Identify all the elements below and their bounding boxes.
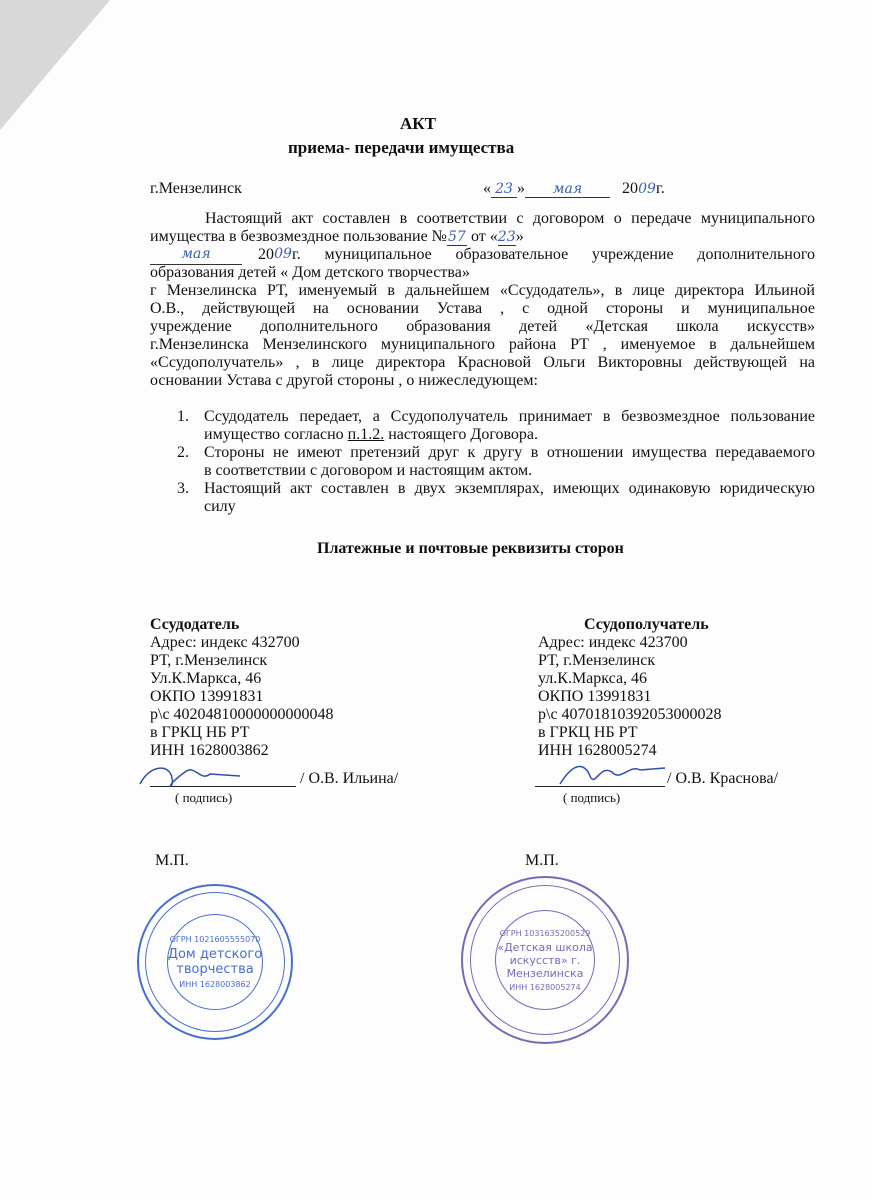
item-text: Ссудодатель передает, а Ссудополучатель принимает в безвозмездное пользование: [204, 408, 815, 425]
stamp-ogrn: ОГРН 1021605555070: [169, 935, 261, 944]
item-number: 3.: [177, 480, 189, 497]
lender-title: Ссудодатель: [150, 616, 240, 633]
item-text: Настоящий акт составлен в двух экземплярах, имеющих одинаковую юридическую: [204, 480, 815, 497]
req-line: р\с 40204810000000000048: [150, 706, 334, 723]
req-line: ИНН 1628003862: [150, 742, 269, 759]
text: имущества в безвозмездное пользование №: [150, 228, 447, 245]
req-line: в ГРКЦ НБ РТ: [538, 724, 638, 741]
item-number: 1.: [177, 408, 189, 425]
lender-signature-name: / О.В. Ильина/: [300, 770, 399, 787]
body-line: образования детей « Дом детского творчества»: [150, 264, 470, 281]
year-end: г.: [656, 180, 665, 197]
body-line: учреждение дополнительного образования детей «Детская школа искусств»: [150, 318, 815, 335]
req-line: Адрес: индекс 423700: [538, 634, 688, 651]
req-line: Ул.К.Маркса, 46: [150, 670, 262, 687]
body-line: г.Мензелинска Мензелинского муниципального района РТ , именуемое в дальнейшем: [150, 336, 815, 353]
quote: «: [483, 180, 491, 197]
req-line: РТ, г.Мензелинск: [150, 652, 268, 669]
body-line: «Ссудополучатель» , в лице директора Красновой Ольги Викторовны действующей на: [150, 354, 815, 371]
req-line: р\с 40701810392053000028: [538, 706, 722, 723]
borrower-stamp: [461, 876, 629, 1044]
text: г. муниципальное образовательное учреждение дополнительного: [292, 246, 815, 263]
date-day: 23: [491, 181, 517, 198]
borrower-signature-name: / О.В. Краснова/: [667, 770, 778, 787]
stamp-inn: ИНН 1628003862: [179, 980, 251, 989]
stamp-inn: ИНН 1628005274: [509, 982, 581, 992]
requisites-heading: Платежные и почтовые реквизиты сторон: [317, 540, 624, 557]
req-line: Адрес: индекс 432700: [150, 634, 300, 651]
req-line: в ГРКЦ НБ РТ: [150, 724, 250, 741]
contract-month: мая: [150, 246, 242, 265]
doc-title: АКТ: [400, 114, 436, 133]
city: г.Мензелинск: [150, 180, 242, 197]
borrower-handwritten-signature: [560, 766, 665, 784]
stamp-ogrn: ОГРН 1031635200529: [499, 928, 591, 938]
text: имущество согласно: [204, 426, 348, 443]
req-line: ОКПО 13991831: [538, 688, 652, 705]
body-line: г Мензелинска РТ, именуемый в дальнейшем «Ссудодатель», в лице директора Ильиной: [150, 282, 815, 299]
signature-caption: ( подпись): [563, 790, 621, 805]
body-line: О.В., действующей на основании Устава , с одной стороны и муниципальное: [150, 300, 815, 317]
item-number: 2.: [177, 444, 189, 461]
text: настоящего Договора.: [384, 426, 539, 443]
quote: »: [517, 180, 525, 197]
req-line: ОКПО 13991831: [150, 688, 264, 705]
seal-place: М.П.: [155, 852, 189, 869]
date-month: мая: [525, 181, 610, 198]
text: от «: [470, 228, 498, 245]
item-text: силу: [204, 498, 236, 515]
lender-stamp: [137, 884, 293, 1040]
seal-place: М.П.: [525, 852, 559, 869]
contract-day: 23: [497, 229, 516, 245]
text: 20: [258, 246, 274, 263]
borrower-title: Ссудополучатель: [584, 616, 709, 633]
req-line: РТ, г.Мензелинск: [538, 652, 656, 669]
year-prefix: 20: [622, 180, 638, 197]
req-line: ИНН 1628005274: [538, 742, 657, 759]
contract-year: 09: [274, 246, 292, 262]
doc-subtitle: приема- передачи имущества: [288, 138, 515, 157]
signature-caption: ( подпись): [175, 790, 233, 805]
item-text: в соответствии с договором и настоящим актом.: [204, 462, 533, 479]
lender-handwritten-signature: [140, 768, 240, 786]
body-line: Настоящий акт составлен в соответствии с договором о передаче муниципального: [205, 210, 815, 227]
stamp-org-name: Дом детского творчества: [167, 947, 263, 977]
req-line: ул.К.Маркса, 46: [538, 670, 648, 687]
date-year: 09: [638, 181, 656, 197]
clause-reference: п.1.2.: [347, 426, 385, 443]
text: »: [515, 228, 524, 245]
contract-number: 57: [448, 229, 466, 245]
stamp-org-name: «Детская школа искусств» г. Мензелинска: [497, 940, 593, 980]
item-text: Стороны не имеют претензий друг к другу в отношении имущества передаваемого: [204, 444, 815, 461]
body-line: основании Устава с другой стороны , о нижеследующем:: [150, 372, 538, 389]
